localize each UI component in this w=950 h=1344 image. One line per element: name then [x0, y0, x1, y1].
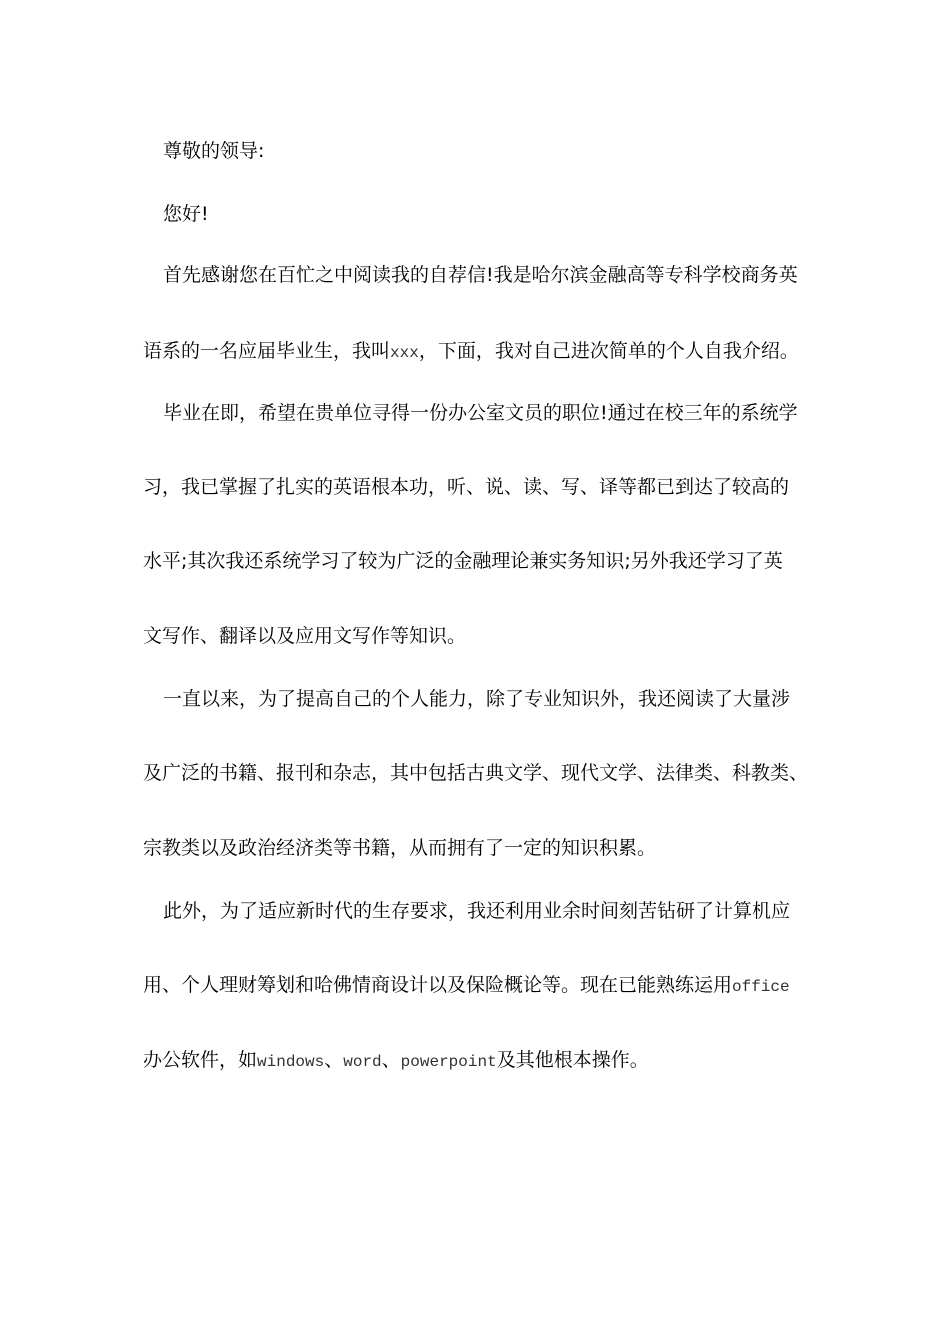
paragraph-4-line-2-text: 用、个人理财筹划和哈佛情商设计以及保险概论等。现在已能熟练运用: [143, 974, 733, 996]
paragraph-1-line-2-text-b: ，下面，我对自己进次简单的个人自我介绍。: [418, 340, 799, 362]
word-term: word: [343, 1053, 382, 1071]
windows-term: windows: [257, 1053, 325, 1071]
powerpoint-term: powerpoint: [400, 1053, 497, 1071]
paragraph-2-line-4: 文写作、翻译以及应用文写作等知识。: [143, 625, 467, 647]
paragraph-2-line-1: 毕业在即，希望在贵单位寻得一份办公室文员的职位!通过在校三年的系统学: [163, 402, 798, 424]
paragraph-3-line-3: 宗教类以及政治经济类等书籍，从而拥有了一定的知识积累。: [143, 837, 657, 859]
paragraph-4-line-3-text-b: 及其他根本操作。: [496, 1049, 649, 1071]
salutation: 尊敬的领导:: [163, 140, 265, 162]
paragraph-4-line-1: 此外，为了适应新时代的生存要求，我还利用业余时间刻苦钻研了计算机应: [163, 900, 791, 922]
paragraph-2-line-3: 水平;其次我还系统学习了较为广泛的金融理论兼实务知识;另外我还学习了英: [143, 550, 783, 572]
paragraph-1-line-1: 首先感谢您在百忙之中阅读我的自荐信!我是哈尔滨金融高等专科学校商务英: [163, 264, 798, 286]
separator-1: 、: [324, 1049, 344, 1071]
paragraph-3-line-1: 一直以来，为了提高自己的个人能力，除了专业知识外，我还阅读了大量涉: [163, 688, 791, 710]
greeting: 您好!: [163, 203, 209, 225]
applicant-name: xxx: [390, 344, 419, 362]
paragraph-4-line-2: [143, 972, 813, 1000]
separator-2: 、: [381, 1049, 401, 1071]
paragraph-4-line-3: [143, 1047, 813, 1075]
paragraph-2-line-2: 习，我已掌握了扎实的英语根本功，听、说、读、写、译等都已到达了较高的: [143, 476, 790, 498]
paragraph-4-line-3-text-a: 办公软件，如: [143, 1049, 258, 1071]
office-term: office: [732, 978, 790, 996]
paragraph-1-line-2-text-a: 语系的一名应届毕业生，我叫: [143, 340, 391, 362]
paragraph-3-line-2: 及广泛的书籍、报刊和杂志，其中包括古典文学、现代文学、法律类、科教类、: [143, 762, 809, 784]
paragraph-1-line-2: [143, 338, 813, 366]
